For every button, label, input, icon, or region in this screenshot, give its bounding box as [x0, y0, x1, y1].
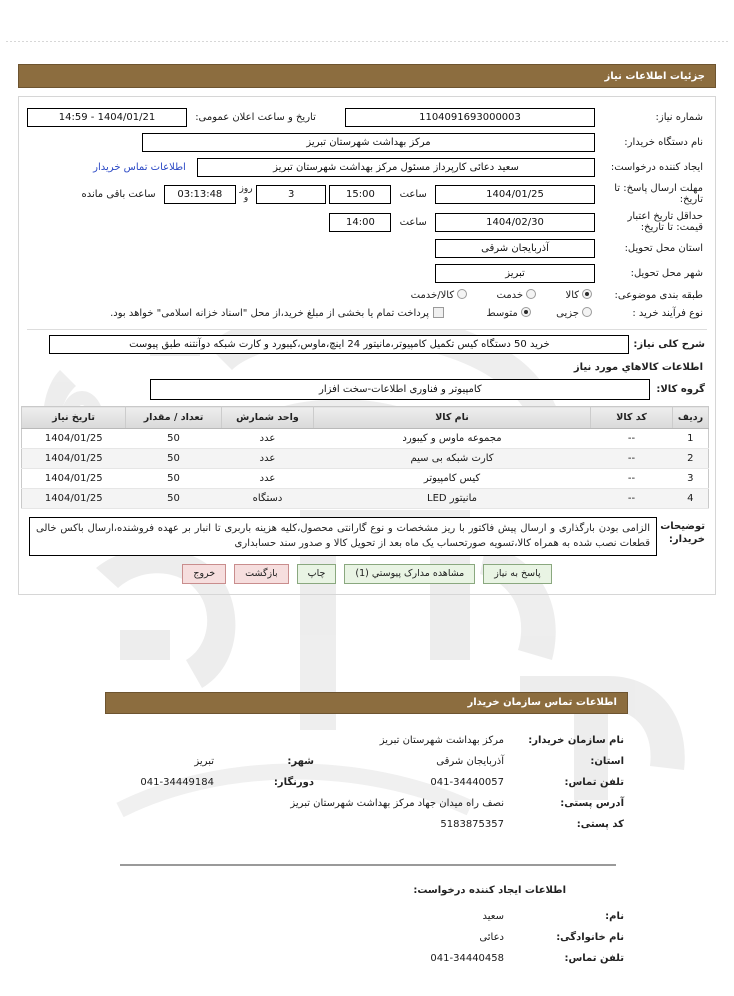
field-deadline-date: 1404/01/25: [435, 185, 595, 204]
contact-row-phone: [136, 772, 628, 793]
cell-qty: 50: [126, 489, 222, 509]
label-process-jozei: جزیی: [556, 308, 579, 319]
col-unit: واحد شمارش: [222, 407, 314, 429]
cell-code: --: [591, 469, 673, 489]
row-deadline: [25, 180, 709, 208]
label-province: استان محل تحویل:: [624, 243, 703, 254]
field-buyer-org: مرکز بهداشت شهرستان تبریز: [142, 133, 595, 152]
value-contact-fax: 041-34449184: [140, 777, 214, 788]
requester-divider: [120, 864, 616, 866]
exit-button[interactable]: خروج: [182, 564, 226, 584]
row-buyer-org: [25, 130, 709, 155]
value-requester-last-name: دعائی: [479, 932, 504, 943]
row-requester: [25, 155, 709, 180]
label-announce-datetime: تاریخ و ساعت اعلان عمومی:: [195, 112, 316, 123]
label-city: شهر محل تحویل:: [630, 268, 703, 279]
field-province: آذربایجان شرقی: [435, 239, 595, 258]
requester-table: [318, 906, 628, 969]
label-deadline-time: ساعت: [399, 188, 427, 200]
contact-row-org: [136, 730, 628, 751]
cell-name: مانیتور LED: [314, 489, 591, 509]
buyer-contact-link[interactable]: اطلاعات تماس خریدار: [93, 162, 186, 173]
col-name: نام کالا: [314, 407, 591, 429]
row-process-type: [25, 304, 709, 322]
label-deadline: مهلت ارسال پاسخ: تا تاریخ:: [614, 183, 703, 205]
label-contact-fax: دورنگار:: [273, 777, 314, 788]
label-validity-time: ساعت: [399, 216, 427, 228]
respond-to-need-button[interactable]: پاسخ به نیاز: [483, 564, 551, 584]
cell-code: --: [591, 429, 673, 449]
cell-name: مجموعه ماوس و کیبورد: [314, 429, 591, 449]
summary-row: [25, 335, 705, 354]
label-requester: ایجاد کننده درخواست:: [610, 162, 703, 173]
label-process-type: نوع فرآیند خرید :: [632, 307, 703, 319]
field-city: تبریز: [435, 264, 595, 283]
back-button[interactable]: بازگشت: [234, 564, 288, 584]
field-remaining-clock: 03:13:48: [164, 185, 236, 204]
table-row: [22, 449, 709, 469]
field-requester: سعید دعائی کارپرداز مسئول مرکز بهداشت شهرستان تبریز: [197, 158, 595, 177]
cell-row: 3: [673, 469, 709, 489]
page-title: جزئیات اطلاعات نیاز: [18, 64, 716, 88]
requester-row-first-name: [318, 906, 628, 927]
panel-divider: [27, 329, 707, 330]
label-contact-city: شهر:: [287, 756, 314, 767]
label-category-kala: کالا: [565, 290, 579, 301]
label-category-khedmat: خدمت: [496, 290, 524, 301]
label-buyer-notes: توضیحات خریدار:: [660, 521, 705, 545]
field-goods-group: کامپیوتر و فناوری اطلاعات-سخت افزار: [150, 379, 650, 400]
row-validity: [25, 208, 709, 236]
label-treasury-bond: پرداخت تمام یا بخشی از مبلغ خرید،از محل "اسناد خزانه اسلامی" خواهد بود.: [110, 308, 429, 319]
cell-unit: عدد: [222, 429, 314, 449]
label-contact-org: نام سازمان خریدار:: [528, 735, 624, 746]
row-city: [25, 261, 709, 286]
label-requester-last-name: نام خانوادگی:: [556, 932, 624, 943]
contact-row-province: [136, 751, 628, 772]
value-requester-first-name: سعید: [482, 911, 504, 922]
buyer-contact-info: [105, 730, 628, 835]
label-goods-group: گروه کالا:: [656, 384, 705, 395]
label-buyer-org: نام دستگاه خریدار:: [624, 137, 703, 148]
contact-section-title: اطلاعات تماس سازمان خریدار: [105, 692, 628, 714]
cell-qty: 50: [126, 469, 222, 489]
value-contact-phone: 041-34440057: [430, 777, 504, 788]
field-remaining-days: 3: [256, 185, 326, 204]
radio-category-khedmat[interactable]: [526, 289, 536, 299]
row-category: [25, 286, 709, 304]
goods-table-header-row: [22, 407, 709, 429]
label-contact-address: آدرس پستی:: [560, 798, 624, 809]
contact-row-address: [136, 793, 628, 814]
contact-row-postal: [136, 814, 628, 835]
cell-date: 1404/01/25: [22, 469, 126, 489]
label-need-number: شماره نیاز:: [655, 112, 703, 123]
radio-process-motavaset[interactable]: [521, 307, 531, 317]
label-category-kala-khedmat: کالا/خدمت: [410, 290, 455, 301]
cell-row: 2: [673, 449, 709, 469]
field-summary: خرید 50 دستگاه کیس تکمیل کامپیوتر،مانیتور 24 اینچ،ماوس،کیبورد و کارت شبکه دوآنتنه طبق پیوست: [49, 335, 629, 354]
field-validity-date: 1404/02/30: [435, 213, 595, 232]
label-requester-phone: تلفن تماس:: [564, 953, 624, 964]
requester-row-phone: [318, 948, 628, 969]
radio-process-jozei[interactable]: [582, 307, 592, 317]
print-button[interactable]: چاپ: [297, 564, 337, 584]
label-remaining-days-unit: روز و: [239, 184, 253, 203]
table-row: [22, 429, 709, 449]
row-need-number: [25, 105, 709, 130]
label-summary: شرح کلی نیاز:: [633, 339, 705, 350]
cell-date: 1404/01/25: [22, 429, 126, 449]
value-contact-address: نصف راه میدان جهاد مرکز بهداشت شهرستان تبریز: [290, 798, 504, 809]
label-contact-province: استان:: [590, 756, 624, 767]
goods-table-body: [22, 429, 709, 509]
contact-table: [136, 730, 628, 835]
table-row: [22, 469, 709, 489]
goods-table: [21, 406, 709, 509]
checkbox-treasury-bond[interactable]: [433, 307, 444, 318]
top-divider: [6, 41, 728, 42]
need-details-panel: [18, 96, 716, 595]
cell-qty: 50: [126, 449, 222, 469]
label-contact-phone: تلفن تماس:: [564, 777, 624, 788]
field-validity-time: 14:00: [329, 213, 391, 232]
group-row: [29, 379, 705, 400]
view-attachments-button[interactable]: مشاهده مدارک پیوستي (1): [344, 564, 475, 584]
requester-section-title: اطلاعات ایجاد کننده درخواست:: [413, 885, 566, 896]
field-deadline-time: 15:00: [329, 185, 391, 204]
cell-name: کارت شبکه بی سیم: [314, 449, 591, 469]
value-contact-province: آذربایجان شرقی: [436, 756, 504, 767]
label-requester-first-name: نام:: [605, 911, 624, 922]
label-validity: حداقل تاریخ اعتبار قیمت: تا تاریخ:: [627, 211, 703, 233]
goods-section-title: اطلاعات کالاهاي مورد نیاز: [573, 362, 703, 373]
value-contact-postal: 5183875357: [440, 819, 504, 830]
cell-name: کیس کامپیوتر: [314, 469, 591, 489]
requester-info: [105, 885, 628, 969]
radio-category-kala[interactable]: [582, 289, 592, 299]
need-info-form: [25, 105, 709, 322]
cell-row: 4: [673, 489, 709, 509]
cell-code: --: [591, 489, 673, 509]
cell-unit: عدد: [222, 469, 314, 489]
row-province: [25, 236, 709, 261]
label-contact-postal: کد پستی:: [576, 819, 624, 830]
col-row: ردیف: [673, 407, 709, 429]
value-contact-org: مرکز بهداشت شهرستان تبریز: [379, 735, 504, 746]
label-process-motavaset: متوسط: [486, 308, 518, 319]
field-announce-datetime: 1404/01/21 - 14:59: [27, 108, 187, 127]
radio-category-kala-khedmat[interactable]: [457, 289, 467, 299]
cell-qty: 50: [126, 429, 222, 449]
col-code: کد کالا: [591, 407, 673, 429]
table-row: [22, 489, 709, 509]
cell-unit: عدد: [222, 449, 314, 469]
requester-row-last-name: [318, 927, 628, 948]
cell-date: 1404/01/25: [22, 449, 126, 469]
action-buttons: [25, 564, 709, 584]
field-buyer-notes: الزامی بودن بارگذاری و ارسال پیش فاکتور با ریز مشخصات و نوع گارانتی محصول،کلیه هزینه باربری تا انبار بر عهده فروشنده،ارسال باکس خالی قطعات نصب شده به همراه کالا،تسویه صورتحساب یک ماه بعد از تحویل کالا و صدور سند حسابداری: [29, 517, 657, 556]
label-category: طبقه بندی موضوعی:: [614, 289, 703, 301]
cell-date: 1404/01/25: [22, 489, 126, 509]
label-remaining: ساعت باقی مانده: [81, 188, 156, 200]
cell-row: 1: [673, 429, 709, 449]
col-qty: تعداد / مقدار: [126, 407, 222, 429]
value-contact-city: تبریز: [194, 756, 214, 767]
cell-unit: دستگاه: [222, 489, 314, 509]
cell-code: --: [591, 449, 673, 469]
col-date: تاریخ نیاز: [22, 407, 126, 429]
value-requester-phone: 041-34440458: [430, 953, 504, 964]
buyer-notes: [29, 517, 705, 556]
field-need-number: 1104091693000003: [345, 108, 595, 127]
